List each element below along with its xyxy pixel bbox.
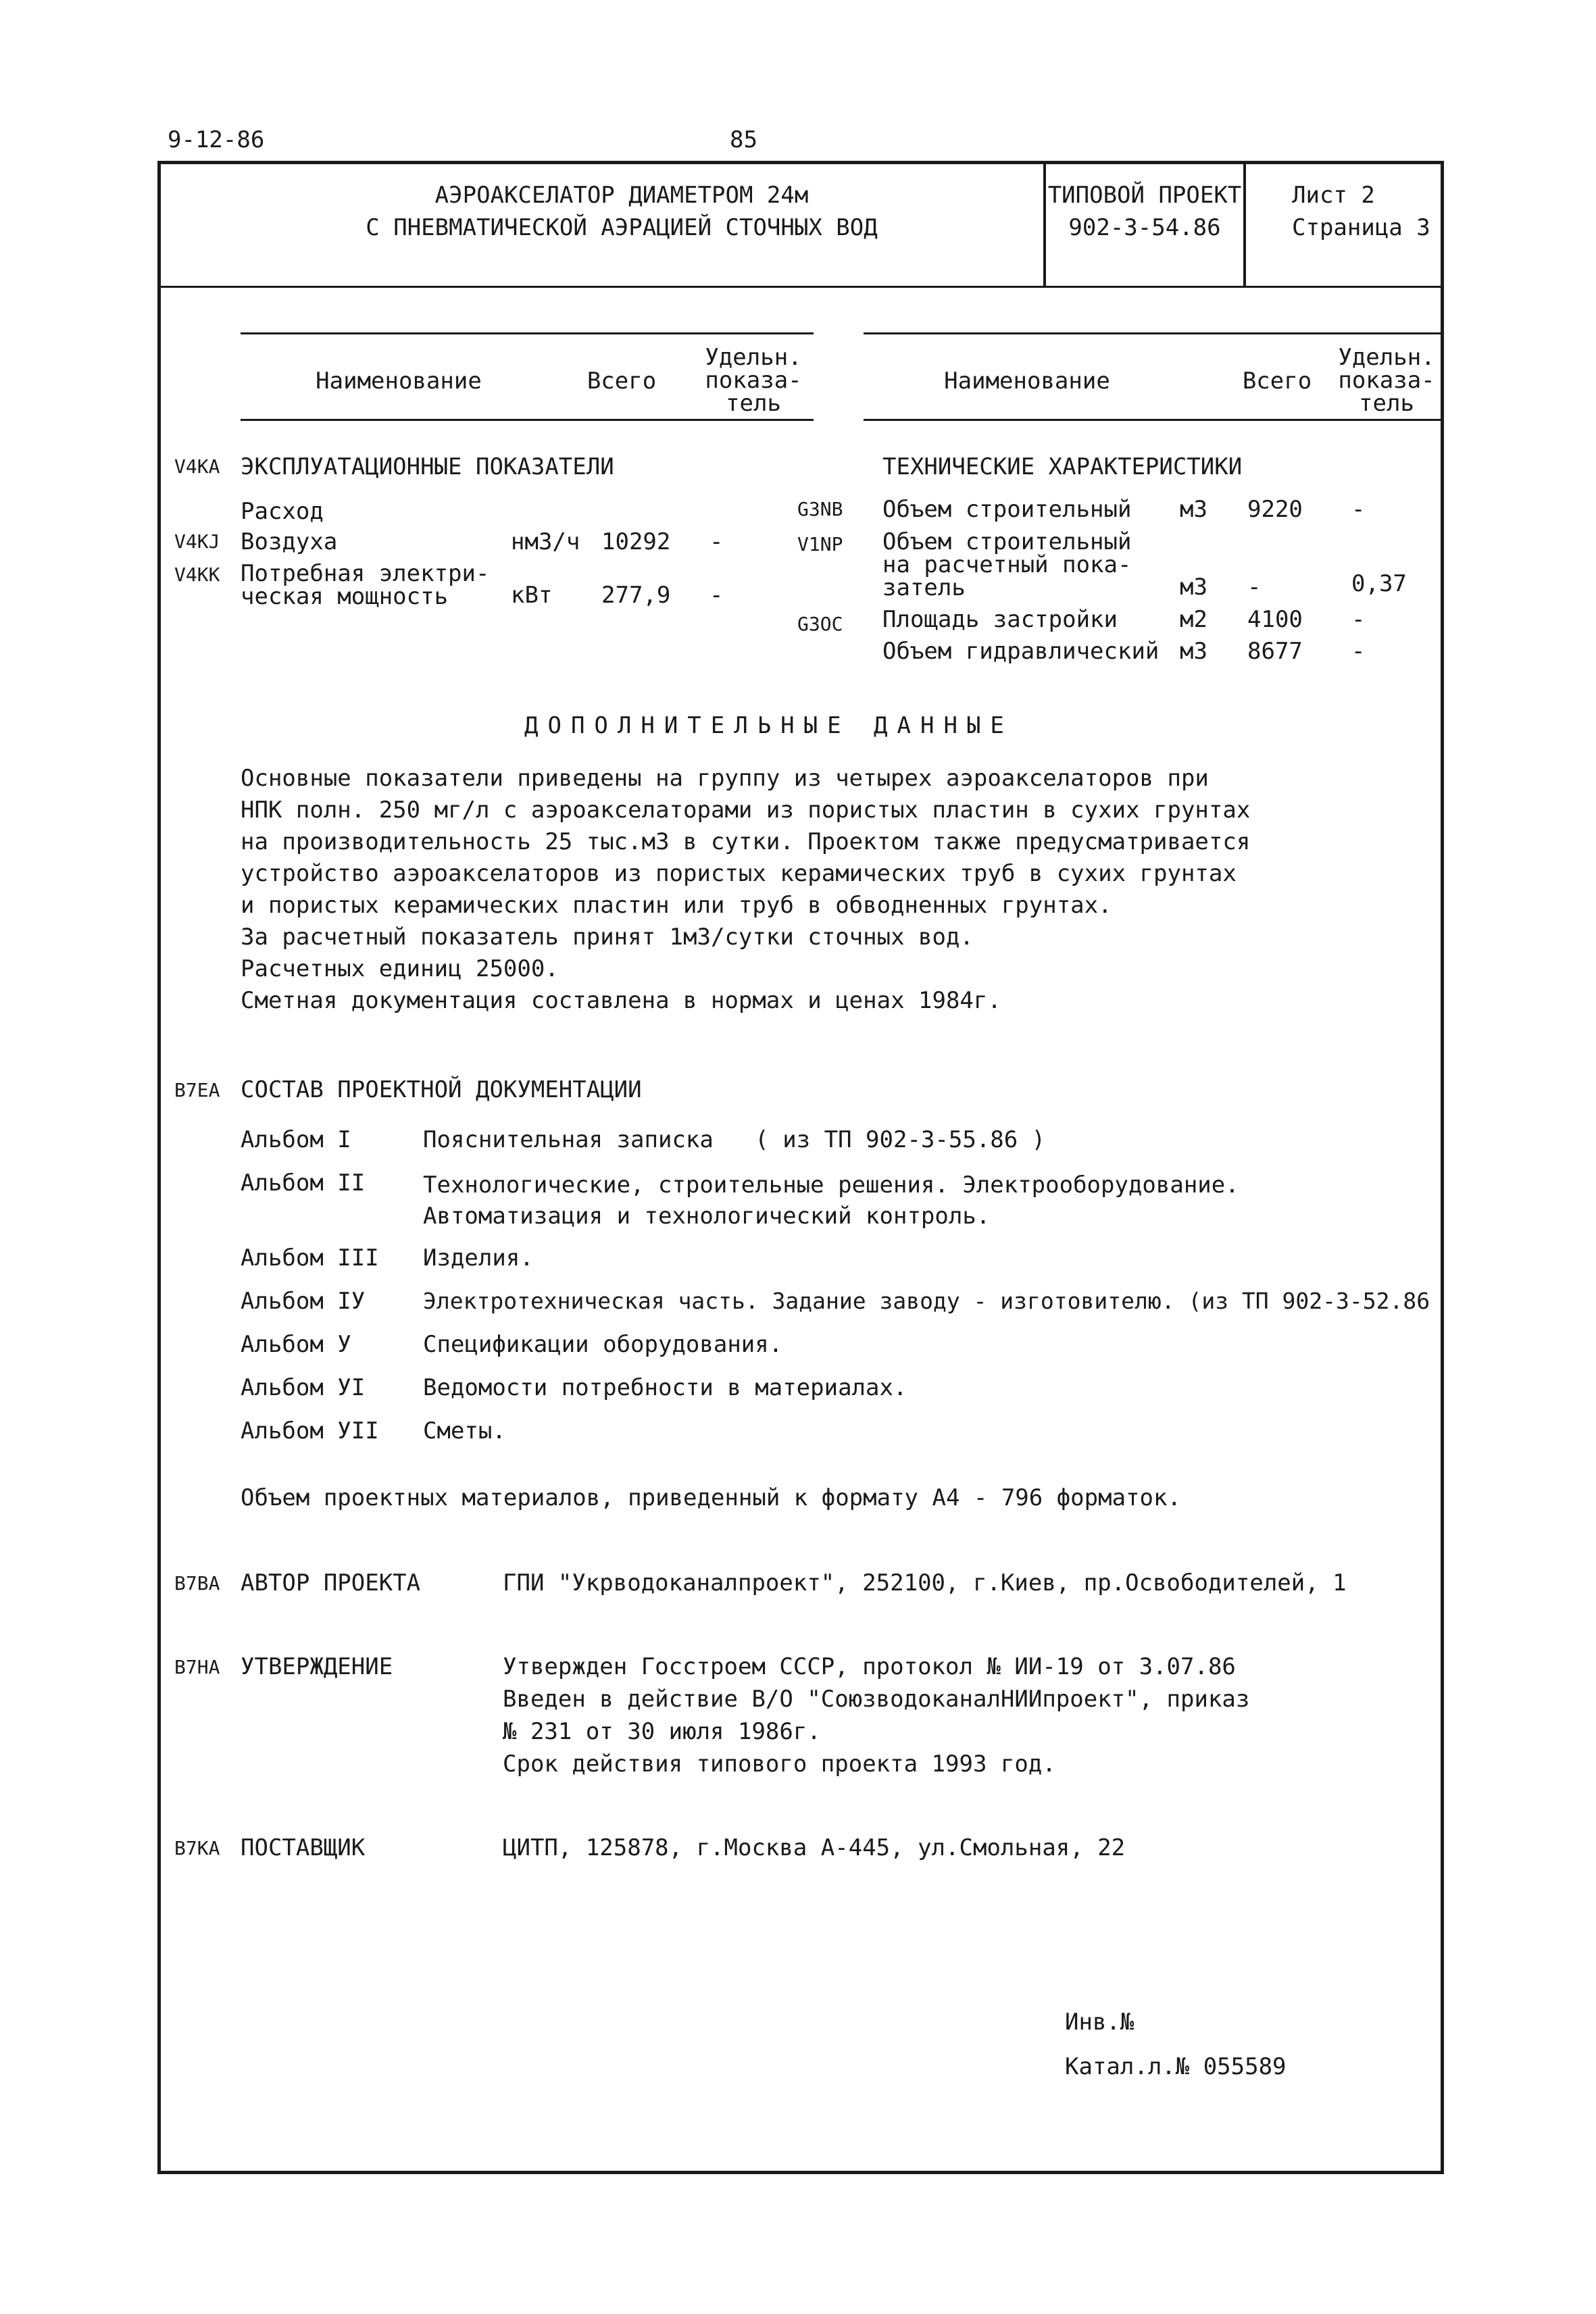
additional-line-6: За расчетный показатель принят 1м3/сутки сточных вод. (241, 924, 974, 951)
left-block-group: Расход (241, 498, 324, 525)
right-row-3-code: G3OC (797, 613, 843, 635)
additional-line-1: Основные показатели приведены на группу из четырех аэроакселаторов при (241, 765, 1209, 792)
page-label: Страница 3 (1292, 214, 1430, 241)
right-row-3-unit: м2 (1180, 606, 1207, 633)
left-row-1-code: V4KJ (174, 530, 220, 553)
album-2-text: Технологические, строительные решения. Электрооборудование. Автоматизация и технологический контроль. (423, 1172, 1239, 1230)
right-row-3-total: 4100 (1247, 606, 1303, 633)
left-header-bottom-rule (241, 419, 814, 421)
right-row-2-unit: м3 (1180, 574, 1207, 601)
album-7-label: Альбом УII (241, 1417, 379, 1444)
right-row-2-name: Объем строительный на расчетный пока- затель (882, 528, 1132, 601)
title-line-2: С ПНЕВМАТИЧЕСКОЙ АЭРАЦИЕЙ СТОЧНЫХ ВОД (366, 214, 878, 241)
approval-line-3: № 231 от 30 июля 1986г. (503, 1718, 821, 1745)
project-label: ТИПОВОЙ ПРОЕКТ (1047, 182, 1242, 209)
left-header-specific: Удельн. показа- тель (705, 344, 802, 417)
title-line-1: АЭРОАКСЕЛАТОР ДИАМЕТРОМ 24м (434, 182, 809, 209)
right-row-2-code: V1NP (797, 533, 843, 555)
left-row-2-code: V4KK (174, 563, 220, 586)
author-code: B7BA (174, 1572, 220, 1594)
right-row-1-specific: - (1351, 496, 1366, 523)
title-block-divider-2 (1243, 161, 1246, 287)
composition-code: B7EA (174, 1079, 220, 1101)
supplier-text: ЦИТП, 125878, г.Москва А-445, ул.Смольная, 22 (503, 1834, 1126, 1861)
catalog-number: Катал.л.№ 055589 (1065, 2053, 1287, 2080)
left-row-1-name: Воздуха (241, 528, 338, 555)
album-4-label: Альбом IУ (241, 1288, 366, 1315)
approval-code: B7HA (174, 1656, 220, 1678)
right-row-1-name: Объем строительный (882, 496, 1132, 523)
right-row-3-name: Площадь застройки (882, 606, 1118, 633)
approval-line-2: Введен в действие В/О "СоюзводоканалНИИпроект", приказ (503, 1686, 1250, 1713)
right-header-name: Наименование (944, 368, 1110, 395)
right-row-4-specific: - (1351, 638, 1366, 665)
left-row-2-unit: кВт (511, 582, 553, 609)
project-number: 902-3-54.86 (1068, 214, 1221, 241)
right-row-3-specific: - (1351, 606, 1366, 633)
supplier-code: B7KA (174, 1837, 220, 1859)
left-row-2-specific: - (709, 582, 724, 609)
album-1-label: Альбом I (241, 1126, 351, 1153)
approval-line-1: Утвержден Госстроем СССР, протокол № ИИ-19 от 3.07.86 (503, 1653, 1236, 1680)
document-date: 9-12-86 (168, 126, 265, 153)
left-row-1-total: 10292 (601, 528, 671, 555)
album-2-label: Альбом II (241, 1169, 366, 1197)
left-header-total: Всего (587, 368, 657, 395)
album-3-text: Изделия. (423, 1244, 534, 1272)
album-6-text: Ведомости потребности в материалах. (423, 1374, 907, 1401)
additional-line-8: Сметная документация составлена в нормах и ценах 1984г. (241, 987, 1001, 1014)
right-row-1-total: 9220 (1247, 496, 1303, 523)
left-header-name: Наименование (316, 368, 482, 395)
right-row-1-code: G3NB (797, 498, 843, 520)
right-header-total: Всего (1242, 368, 1312, 395)
left-block-code: V4KA (174, 455, 220, 478)
composition-title: СОСТАВ ПРОЕКТНОЙ ДОКУМЕНТАЦИИ (241, 1076, 642, 1103)
additional-line-4: устройство аэроакселаторов из пористых керамических труб в сухих грунтах (241, 860, 1237, 887)
author-label: АВТОР ПРОЕКТА (241, 1569, 421, 1596)
album-5-label: Альбом У (241, 1331, 351, 1358)
right-row-1-unit: м3 (1180, 496, 1207, 523)
approval-label: УТВЕРЖДЕНИЕ (241, 1653, 393, 1680)
album-5-text: Спецификации оборудования. (423, 1331, 783, 1358)
right-header-top-rule (864, 332, 1442, 334)
supplier-label: ПОСТАВЩИК (241, 1834, 366, 1861)
right-header-specific: Удельн. показа- тель (1338, 344, 1435, 417)
title-block-bottom-rule (157, 286, 1444, 288)
right-block-title: ТЕХНИЧЕСКИЕ ХАРАКТЕРИСТИКИ (882, 453, 1243, 480)
composition-volume: Объем проектных материалов, приведенный к формату А4 - 796 форматок. (241, 1484, 1181, 1511)
album-3-label: Альбом III (241, 1244, 379, 1272)
album-7-text: Сметы. (423, 1417, 506, 1444)
approval-line-4: Срок действия типового проекта 1993 год. (503, 1751, 1056, 1778)
sheet-label: Лист 2 (1292, 182, 1375, 209)
additional-line-3: на производительность 25 тыс.м3 в сутки. Проектом также предусматривается (241, 828, 1251, 855)
right-header-bottom-rule (864, 419, 1442, 421)
additional-line-5: и пористых керамических пластин или труб в обводненных грунтах. (241, 892, 1112, 919)
page-number: 85 (730, 126, 757, 153)
left-row-1-unit: нм3/ч (511, 528, 580, 555)
left-row-2-total: 277,9 (601, 582, 671, 609)
left-block-title: ЭКСПЛУАТАЦИОННЫЕ ПОКАЗАТЕЛИ (241, 453, 614, 480)
right-row-4-name: Объем гидравлический (882, 638, 1159, 665)
left-header-top-rule (241, 332, 814, 334)
album-1-text: Пояснительная записка ( из ТП 902-3-55.86 ) (423, 1126, 1046, 1153)
right-row-2-total: - (1247, 574, 1262, 601)
album-4-text: Электротехническая часть. Задание заводу - изготовителю. (из ТП 902-3-52.86 (423, 1288, 1430, 1314)
additional-line-7: Расчетных единиц 25000. (241, 955, 559, 982)
album-6-label: Альбом УI (241, 1374, 366, 1401)
additional-heading: ДОПОЛНИТЕЛЬНЫЕ ДАННЫЕ (524, 712, 1014, 739)
inventory-number: Инв.№ (1065, 2009, 1134, 2036)
right-row-2-specific: 0,37 (1351, 570, 1407, 597)
right-row-4-unit: м3 (1180, 638, 1207, 665)
right-row-4-total: 8677 (1247, 638, 1303, 665)
left-row-2-name: Потребная электри- ческая мощность (241, 560, 490, 610)
left-row-1-specific: - (709, 528, 724, 555)
author-text: ГПИ "Укрводоканалпроект", 252100, г.Киев, пр.Освободителей, 1 (503, 1569, 1347, 1596)
additional-line-2: НПК полн. 250 мг/л с аэроакселаторами из пористых пластин в сухих грунтах (241, 797, 1251, 824)
